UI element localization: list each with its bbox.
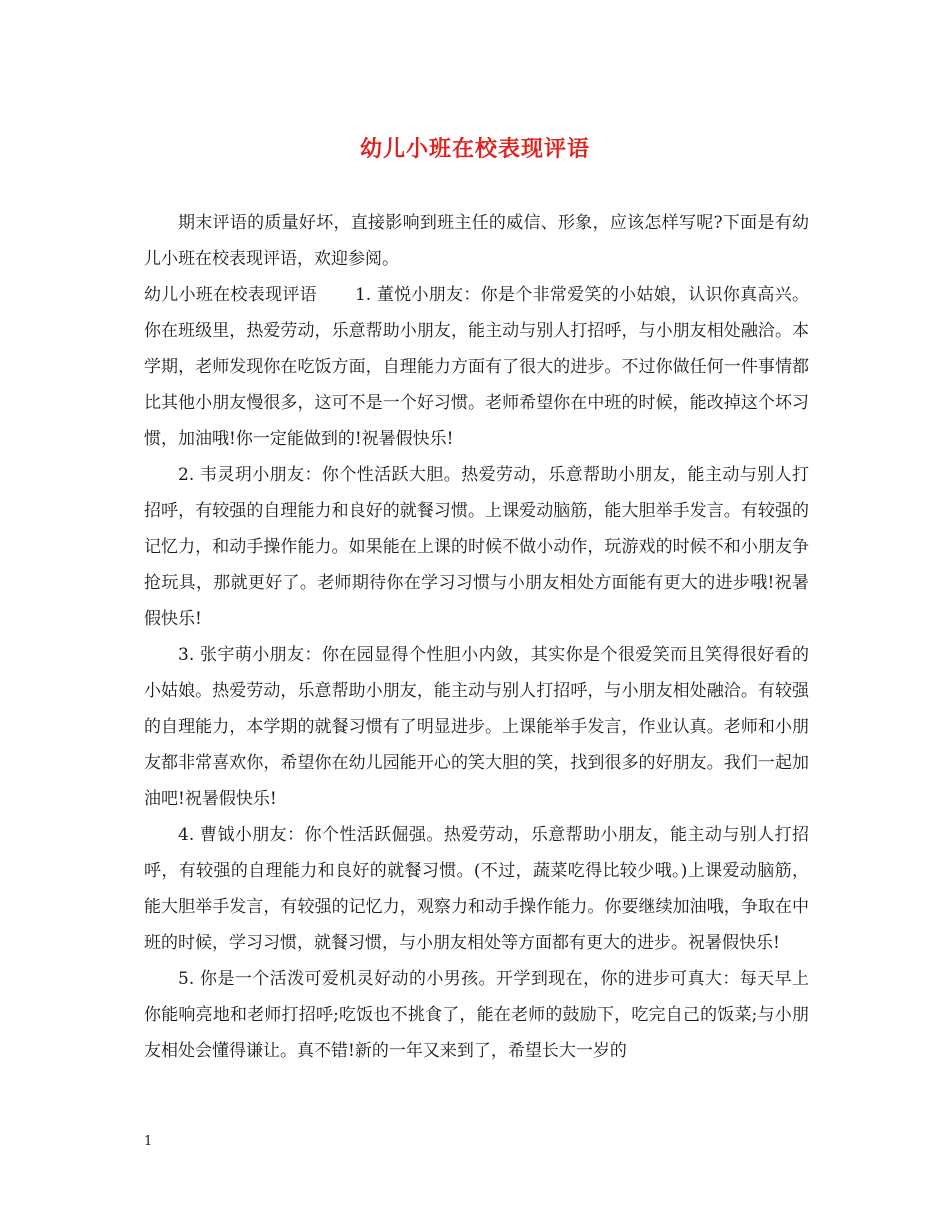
comment-4: 4. 曹钺小朋友：你个性活跃倔强。热爱劳动，乐意帮助小朋友，能主动与别人打招呼，有较强的自理能力和良好的就餐习惯。(不过，蔬菜吃得比较少哦。)上课爱动脑筋，能大胆举手发言，有较强的记忆力，观察力和动手操作能力。你要继续加油哦，争取在中班的时候，学习习惯，就餐习惯，与小朋友相处等方面都有更大的进步。祝暑假快乐! <box>144 825 809 953</box>
comment-1: 1. 董悦小朋友：你是个非常爱笑的小姑娘，认识你真高兴。你在班级里，热爱劳动，乐意帮助小朋友，能主动与别人打招呼，与小朋友相处融洽。本学期，老师发现你在吃饭方面，自理能力方面有了很大的进步。不过你做任何一件事情都比其他小朋友慢很多，这可不是一个好习惯。老师希望你在中班的时候，能改掉这个坏习惯，加油哦!你一定能做到的!祝暑假快乐! <box>144 285 810 449</box>
document-title: 幼儿小班在校表现评语 <box>359 136 590 162</box>
intro-paragraph: 期末评语的质量好坏，直接影响到班主任的威信、形象，应该怎样写呢?下面是有幼儿小班在校表现评语，欢迎参阅。 <box>144 213 809 269</box>
page-number: 1 <box>144 1134 153 1149</box>
comment-3: 3. 张宇萌小朋友：你在园显得个性胆小内敛，其实你是个很爱笑而且笑得很好看的小姑娘。热爱劳动，乐意帮助小朋友，能主动与别人打招呼，与小朋友相处融洽。有较强的自理能力，本学期的就餐习惯有了明显进步。上课能举手发言，作业认真。老师和小朋友都非常喜欢你，希望你在幼儿园能开心的笑大胆的笑，找到很多的好朋友。我们一起加油吧!祝暑假快乐! <box>144 645 809 809</box>
document-body <box>144 205 809 1069</box>
section-paragraph-1 <box>144 277 809 457</box>
section-heading: 幼儿小班在校表现评语 <box>144 285 317 305</box>
comment-5: 5. 你是一个活泼可爱机灵好动的小男孩。开学到现在，你的进步可真大：每天早上你能响亮地和老师打招呼;吃饭也不挑食了，能在老师的鼓励下，吃完自己的饭菜;与小朋友相处会懂得谦让。真不错!新的一年又来到了，希望长大一岁的 <box>144 969 809 1061</box>
comment-2: 2. 韦灵玥小朋友：你个性活跃大胆。热爱劳动，乐意帮助小朋友，能主动与别人打招呼，有较强的自理能力和良好的就餐习惯。上课爱动脑筋，能大胆举手发言。有较强的记忆力，和动手操作能力。如果能在上课的时候不做小动作，玩游戏的时候不和小朋友争抢玩具，那就更好了。老师期待你在学习习惯与小朋友相处方面能有更大的进步哦!祝暑假快乐! <box>144 465 809 629</box>
